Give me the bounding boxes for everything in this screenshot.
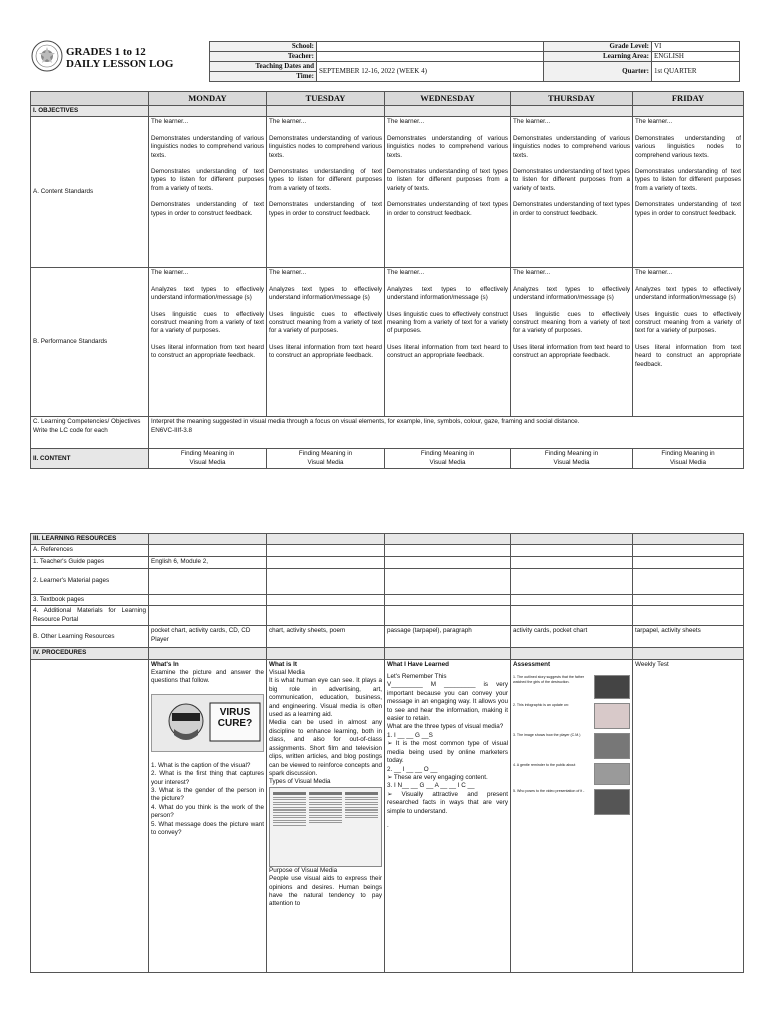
assessment-item-4: 4. A gentle reminder to the public about — [513, 763, 630, 785]
procedure-wednesday — [385, 659, 511, 972]
three-types-question: What are the three types of visual media? — [387, 723, 504, 731]
purpose-title: Purpose of Visual Media — [269, 866, 338, 874]
competency-text: Interpret the meaning suggested in visual media through a focus on visual elements, for example, line, symbols, colour, gaze, framing and social distance. — [151, 418, 580, 426]
tg-monday: English 6, Module 2, — [149, 556, 267, 568]
weekly-test-title: Weekly Test — [635, 660, 669, 668]
assessment-image-5 — [594, 789, 630, 815]
deped-seal-logo — [31, 40, 63, 72]
other-resources-thursday: activity cards, pocket chart — [511, 626, 633, 648]
competency-label: C. Learning Competencies/ Objectives Write the LC code for each — [31, 417, 149, 449]
question-5: 5. What message does the picture want to convey? — [151, 820, 264, 837]
type-1-hint: ➢ It is the most common type of visual media being used by online marketers today. — [387, 740, 508, 765]
remember-text: V_________ M _________ is very important because you can convey your message in an engaging way. It allows you to see and hear the information, making it easier to retain. — [387, 681, 508, 723]
type-3-hint: ➢ Visually attractive and present researched facts in ways that are very simple to understand. — [387, 790, 508, 815]
virus-picture — [151, 694, 264, 752]
types-of-visual-media: Types of Visual Media — [269, 778, 331, 786]
types-table-image — [269, 787, 382, 867]
assessment-item-3: 3. The image shows how the player (C.M.) — [513, 733, 630, 759]
area-value[interactable]: ENGLISH — [652, 52, 740, 62]
procedure-friday — [633, 659, 744, 972]
log-title — [66, 46, 173, 70]
type-1-blank: 1. I __ __ G __S — [387, 731, 433, 739]
content-standards-cell: The learner... Demonstrates understanding of various linguistics nodes to comprehend various texts. Demonstrates understanding of text types to listen for different purposes from a variety of texts. Demonstrates understanding of text types in order to construct feedback. — [149, 117, 267, 268]
objectives-table — [30, 91, 744, 469]
content-topic-cell: Finding Meaning in Visual Media — [511, 449, 633, 469]
teacher-label: Teacher: — [210, 52, 317, 62]
content-topic-cell: Finding Meaning in Visual Media — [267, 449, 385, 469]
assessment-image-3 — [594, 733, 630, 759]
textbook-label: 3. Textbook pages — [31, 594, 149, 605]
question-2: 2. What is the first thing that captures your interest? — [151, 770, 264, 786]
performance-standards-cell: The learner... Analyzes text types to effectively understand information/message (s) Uses linguistic cues to effectively construct meaning from a variety of text for a variety of purposes. Uses literal information from text heard to construct an appropriate feedback. — [267, 268, 385, 417]
content-standards-cell: The learner... Demonstrates understanding of various linguistics nodes to comprehend various texts. Demonstrates understanding of text types to listen for different purposes from a variety of texts. Demonstrates understanding of text types in order to construct feedback. — [267, 117, 385, 268]
assessment-item-1: 1. The outlined story suggests that the father watched the girls of the destruction. — [513, 675, 630, 699]
assessment-title: Assessment — [513, 660, 551, 668]
assessment-item-5: 5. Who poses to the video presentation of it - — [513, 789, 630, 815]
virus-picture-caption: VIRUS CURE? — [217, 706, 253, 729]
performance-standards-cell: The learner... Analyzes text types to effectively understand information/message (s) Uses linguistic cues to effectively construct meaning from a variety of text for a variety of purposes. Uses literal information from text heard to construct an appropriate feedback. — [633, 268, 744, 417]
procedure-thursday — [511, 659, 633, 972]
tg-label: 1. Teacher's Guide pages — [31, 556, 149, 568]
section-objectives: I. OBJECTIVES — [31, 106, 149, 117]
day-thursday: THURSDAY — [511, 92, 633, 106]
other-resources-friday: tarpapel, activity sheets — [633, 626, 744, 648]
school-field[interactable] — [317, 42, 544, 52]
quarter-value[interactable]: 1st QUARTER — [652, 62, 740, 82]
title-line-1: GRADES 1 to 12 — [66, 46, 146, 58]
grade-value[interactable]: VI — [652, 42, 740, 52]
performance-standards-label: B. Performance Standards — [31, 268, 149, 417]
question-3: 3. What is the gender of the person in the picture? — [151, 787, 264, 803]
whats-in-title: What's In — [151, 660, 179, 668]
other-resources-tuesday: chart, activity sheets, poem — [267, 626, 385, 648]
performance-standards-cell: The learner... Analyzes text types to effectively understand information/message (s) Uses linguistic cues to effectively construct meaning from a variety of text for a variety of purposes. Uses literal information from text heard to construct an appropriate feedback. — [149, 268, 267, 417]
content-standards-cell: The learner... Demonstrates understanding of various linguistics nodes to comprehend various texts. Demonstrates understanding of text types to listen for different purposes from a variety of texts. Demonstrates understanding of text types in order to construct feedback. — [511, 117, 633, 268]
content-topic-cell: Finding Meaning in Visual Media — [633, 449, 744, 469]
type-3-blank: 3. I N__ __ G __ A __ __ I C __ — [387, 782, 475, 790]
dates-value[interactable]: SEPTEMBER 12-16, 2022 (WEEK 4) — [317, 62, 544, 82]
references-label: A. References — [31, 545, 149, 556]
purpose-text: People use visual aids to express their opinions and desires. Human beings have the natural tendency to pay attention to — [269, 875, 382, 908]
other-resources-label: B. Other Learning Resources — [31, 626, 149, 648]
day-wednesday: WEDNESDAY — [385, 92, 511, 106]
school-label: School: — [210, 42, 317, 52]
dates-label-1: Teaching Dates and — [210, 62, 317, 72]
content-standards-cell: The learner... Demonstrates understanding of various linguistics nodes to comprehend various texts. Demonstrates understanding of text types to listen for different purposes from a variety of texts. Demonstrates understanding of text types in order to construct feedback. — [633, 117, 744, 268]
area-label: Learning Area: — [544, 52, 652, 62]
title-line-2: DAILY LESSON LOG — [66, 58, 174, 70]
dates-label-2: Time: — [210, 72, 317, 82]
additional-label: 4. Additional Materials for Learning Resource Portal — [31, 606, 149, 626]
competency-code: EN6VC-IIIf-3.8 — [151, 426, 192, 434]
question-1: 1. What is the caption of the visual? — [151, 761, 251, 769]
what-is-it-title: What is It — [269, 660, 297, 668]
what-i-have-learned-title: What I Have Learned — [387, 660, 449, 668]
assessment-item-2: 2. This infographic is an update on: — [513, 703, 630, 729]
day-friday: FRIDAY — [633, 92, 744, 106]
visual-media-uses: Media can be used in almost any discipline to enhance learning, both in class, and also for out-of-class assignments. Short film and television clips, written articles, and blog postings can be viewed to reinforce concepts and spark discussion. — [269, 719, 382, 777]
header-info-table — [209, 41, 740, 82]
content-standards-cell: The learner... Demonstrates understanding of various linguistics nodes to comprehend various texts. Demonstrates understanding of text types to listen for different purposes from a variety of texts. Demonstrates understanding of text types in order to construct feedback. — [385, 117, 511, 268]
question-4: 4. What do you think is the work of the person? — [151, 803, 264, 820]
grade-label: Grade Level: — [544, 42, 652, 52]
trailing-dot: . — [387, 821, 389, 829]
assessment-image-2 — [594, 703, 630, 729]
remember-heading: Let's Remember This — [387, 673, 447, 681]
teacher-field[interactable] — [317, 52, 544, 62]
type-2-hint: ➢ These are very engaging content. — [387, 773, 488, 781]
quarter-label: Quarter: — [544, 62, 652, 82]
content-label: II. CONTENT — [31, 449, 149, 469]
performance-standards-cell: The learner... Analyzes text types to effectively understand information/message (s) Uses linguistic cues to effectively construct meaning from a variety of text for a variety of purposes. Uses literal information from text heard to construct an appropriate feedback. — [511, 268, 633, 417]
resources-procedures-table — [30, 533, 744, 973]
competency-cell — [149, 417, 744, 449]
performance-standards-cell: The learner... Analyzes text types to effectively understand information/message (s) Uses linguistic cues to effectively construct meaning from a variety of text for a variety of purposes. Uses literal information from text heard to construct an appropriate feedback. — [385, 268, 511, 417]
section-procedures: IV. PROCEDURES — [31, 648, 149, 659]
content-standards-label: A. Content Standards — [31, 117, 149, 268]
other-resources-wednesday: passage (tarpapel), paragraph — [385, 626, 511, 648]
day-monday: MONDAY — [149, 92, 267, 106]
content-topic-cell: Finding Meaning in Visual Media — [149, 449, 267, 469]
whats-in-intro: Examine the picture and answer the questions that follow. — [151, 669, 264, 685]
procedure-tuesday — [267, 659, 385, 972]
content-topic-cell: Finding Meaning in Visual Media — [385, 449, 511, 469]
visual-media-subtitle: Visual Media — [269, 669, 305, 677]
section-resources: III. LEARNING RESOURCES — [31, 534, 149, 545]
day-tuesday: TUESDAY — [267, 92, 385, 106]
lm-label: 2. Learner's Material pages — [31, 568, 149, 594]
corner-cell — [31, 92, 149, 106]
assessment-image-1 — [594, 675, 630, 699]
procedure-monday — [149, 659, 267, 972]
other-resources-monday: pocket chart, activity cards, CD, CD Player — [149, 626, 267, 648]
type-2-blank: 2. __ I __ __ O __ — [387, 765, 438, 773]
visual-media-definition: It is what human eye can see. It plays a big role in advertising, art, communication, education, business, and engineering. Visual media is often used as a learning aid. — [269, 677, 382, 719]
assessment-image-4 — [594, 763, 630, 785]
